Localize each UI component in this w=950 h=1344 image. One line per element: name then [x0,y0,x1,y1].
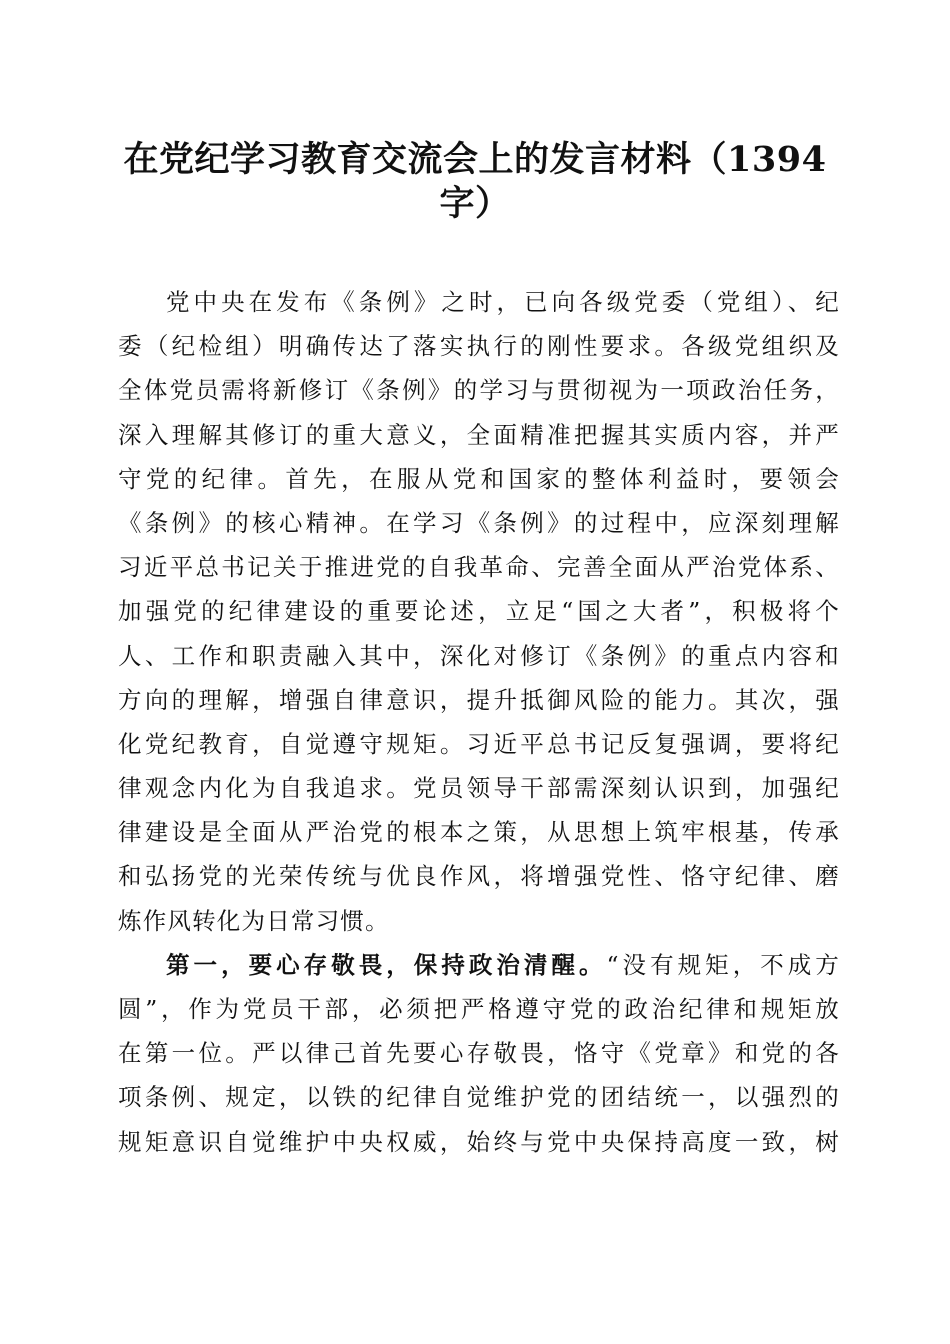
text-line: 党中央在发布《条例》之时，已向各级党委（党组）、纪 [166,288,840,316]
heading-line-rest: “没有规矩，不成方 [606,950,840,979]
title-line-2: 字） [439,183,511,224]
text-line: 化党纪教育，自觉遵守规矩。习近平总书记反复强调，要将纪 [118,729,840,758]
text-line: 守党的纪律。首先，在服从党和国家的整体利益时，要领会 [118,464,840,493]
text-line: 规矩意识自觉维护中央权威，始终与党中央保持高度一致，树 [118,1127,840,1156]
text-line: 方向的理解，增强自律意识，提升抵御风险的能力。其次，强 [118,685,840,714]
text-line: 炼作风转化为日常习惯。 [118,906,390,935]
text-line: 和弘扬党的光荣传统与优良作风，将增强党性、恪守纪律、磨 [118,862,840,891]
text-line [118,943,840,987]
text-line: 律建设是全面从严治党的根本之策，从思想上筑牢根基，传承 [118,818,840,847]
text-line: 在第一位。严以律己首先要心存敬畏，恪守《党章》和党的各 [118,1039,840,1068]
document-title [110,138,840,226]
text-line: 习近平总书记关于推进党的自我革命、完善全面从严治党体系、 [118,553,840,582]
text-line: 项条例、规定，以铁的纪律自觉维护党的团结统一，以强烈的 [118,1083,840,1112]
text-line: 律观念内化为自我追求。党员领导干部需深刻认识到，加强纪 [118,774,840,803]
text-line: 人、工作和职责融入其中，深化对修订《条例》的重点内容和 [118,641,840,670]
text-line: 深入理解其修订的重大意义，全面精准把握其实质内容，并严 [118,420,840,449]
paragraph-1 [118,280,840,943]
document-body [118,280,840,1164]
text-line: 《条例》的核心精神。在学习《条例》的过程中，应深刻理解 [118,508,840,537]
text-line: 圆”，作为党员干部，必须把严格遵守党的政治纪律和规矩放 [118,995,840,1023]
title-line-1: 在党纪学习教育交流会上的发言材料（1394 [123,139,827,180]
text-line: 全体党员需将新修订《条例》的学习与贯彻视为一项政治任务， [118,376,840,405]
text-line: 委（纪检组）明确传达了落实执行的刚性要求。各级党组织及 [118,332,840,361]
paragraph-heading: 第一，要心存敬畏，保持政治清醒。 [166,950,607,979]
paragraph-2 [118,943,840,1164]
text-line: 加强党的纪律建设的重要论述，立足“国之大者”，积极将个 [118,597,840,626]
